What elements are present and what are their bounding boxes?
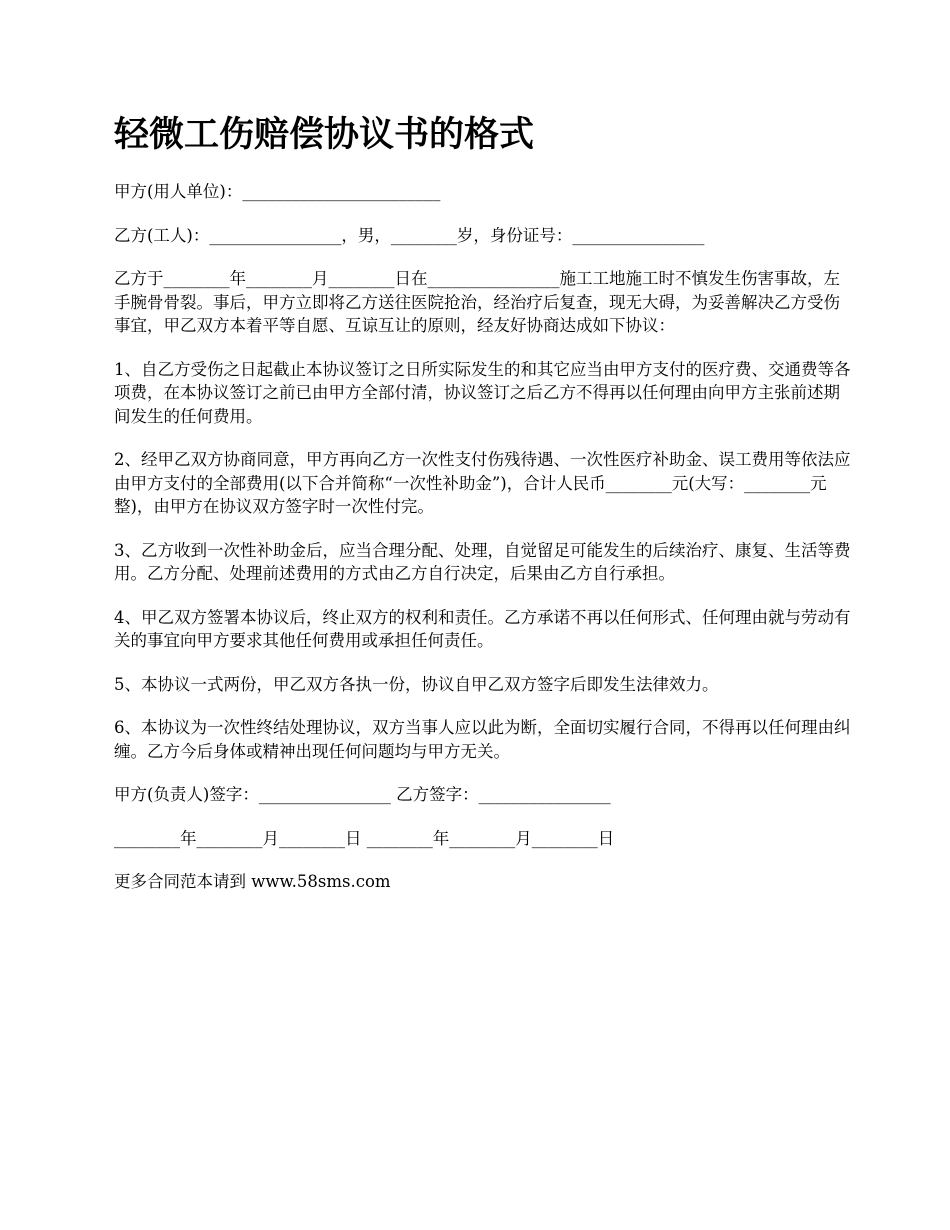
clause-2: 2、经甲乙双方协商同意，甲方再向乙方一次性支付伤残待遇、一次性医疗补助金、误工费用等依法应由甲方支付的全部费用(以下合并简称“一次性补助金”)，合计人民币________元(大写：________元整)，由甲方在协议双方签字时一次性付完。 (114, 450, 851, 516)
party-b-line: 乙方(工人)：________________，男，________岁，身份证号：________________ (114, 225, 705, 245)
document-title: 轻微工伤赔偿协议书的格式 (114, 114, 535, 155)
signature-line: 甲方(负责人)签字：________________ 乙方签字：________________ (114, 785, 611, 804)
document-page (114, 110, 854, 914)
incident-description: 乙方于________年________月________日在________________施工工地施工时不慎发生伤害事故，左手腕骨骨裂。事后，甲方立即将乙方送往医院抢治，经治疗后复查，现无大碍，为妥善解决乙方受伤事宜，甲乙双方本着平等自愿、互谅互让的原则，经友好协商达成如下协议： (114, 269, 840, 335)
clause-3: 3、乙方收到一次性补助金后，应当合理分配、处理，自觉留足可能发生的后续治疗、康复、生活等费用。乙方分配、处理前述费用的方式由乙方自行决定，后果由乙方自行承担。 (114, 540, 851, 583)
party-a-line: 甲方(用人单位)：________________________ (114, 182, 441, 201)
clause-6: 6、本协议为一次性终结处理协议，双方当事人应以此为断，全面切实履行合同，不得再以任何理由纠缠。乙方今后身体或精神出现任何问题均与甲方无关。 (114, 718, 851, 761)
signature-date-line: ________年________月________日 ________年________月________日 (114, 828, 615, 848)
clause-5: 5、本协议一式两份，甲乙双方各执一份，协议自甲乙双方签字后即发生法律效力。 (114, 674, 719, 694)
clause-4: 4、甲乙双方签署本协议后，终止双方的权利和责任。乙方承诺不再以任何形式、任何理由就与劳动有关的事宜向甲方要求其他任何费用或承担任何责任。 (114, 607, 851, 650)
clause-1: 1、自乙方受伤之日起截止本协议签订之日所实际发生的和其它应当由甲方支付的医疗费、交通费等各项费，在本协议签订之前已由甲方全部付清，协议签订之后乙方不得再以任何理由向甲方主张前述期间发生的任何费用。 (114, 359, 851, 426)
footer-link-text: 更多合同范本请到 www.58sms.com (114, 872, 391, 891)
